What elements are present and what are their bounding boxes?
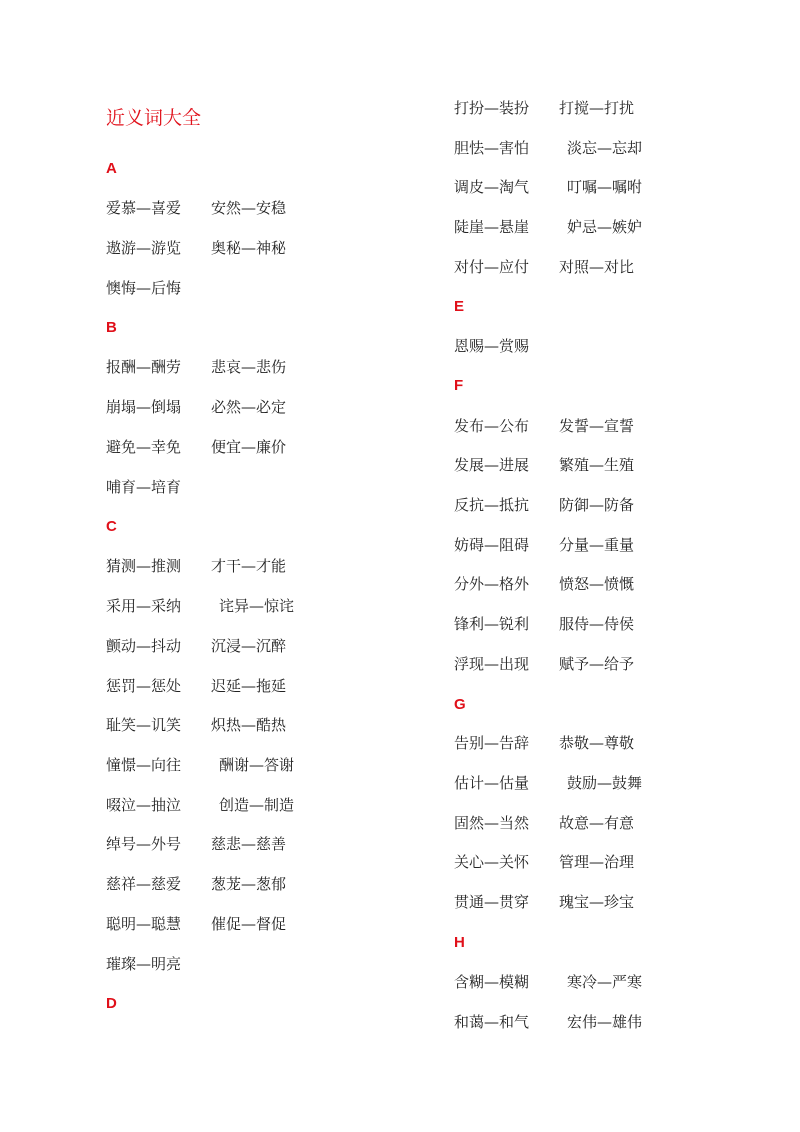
synonym-row [454, 217, 642, 237]
synonym-pair: 分量—重量 [559, 536, 635, 554]
synonym-pair: 估计—估量 [454, 774, 530, 792]
synonym-row [454, 972, 642, 992]
synonym-row [106, 556, 286, 576]
synonym-row [454, 257, 634, 277]
synonym-row [106, 198, 286, 218]
section-letter: E [454, 298, 465, 315]
synonym-row [454, 535, 634, 555]
synonym-pair: 故意—有意 [559, 814, 635, 832]
synonym-pair: 对付—应付 [454, 258, 530, 276]
synonym-pair: 寒冷—严寒 [567, 973, 643, 991]
synonym-row [106, 477, 211, 497]
synonym-row [106, 278, 211, 298]
synonym-row [454, 654, 634, 674]
synonym-pair: 爱慕—喜爱 [106, 199, 182, 217]
synonym-pair: 惩罚—惩处 [106, 677, 182, 695]
synonym-pair: 淡忘—忘却 [567, 139, 643, 157]
synonym-pair: 诧异—惊诧 [219, 597, 295, 615]
page-title: 近义词大全 [106, 107, 202, 129]
synonym-pair: 陡崖—悬崖 [454, 218, 530, 236]
synonym-pair: 叮嘱—嘱咐 [567, 178, 643, 196]
synonym-row [106, 834, 286, 854]
synonym-pair: 宏伟—雄伟 [567, 1013, 643, 1031]
synonym-row [106, 636, 286, 656]
synonym-row [106, 238, 286, 258]
synonym-row [454, 892, 634, 912]
synonym-pair: 慈祥—慈爱 [106, 875, 182, 893]
synonym-row [454, 336, 559, 356]
synonym-pair: 璀璨—明亮 [106, 955, 182, 973]
synonym-row [454, 138, 642, 158]
synonym-pair: 催促—督促 [211, 915, 287, 933]
section-letter: B [106, 319, 117, 336]
synonym-pair: 反抗—抵抗 [454, 496, 530, 514]
synonym-pair: 采用—采纳 [106, 597, 182, 615]
synonym-pair: 避免—幸免 [106, 438, 182, 456]
synonym-pair: 慈悲—慈善 [211, 835, 287, 853]
synonym-row [106, 755, 294, 775]
section-letter: F [454, 377, 464, 394]
synonym-row [454, 614, 634, 634]
synonym-row [106, 437, 286, 457]
synonym-row [106, 874, 286, 894]
synonym-row [454, 495, 634, 515]
synonym-pair: 恭敬—尊敬 [559, 734, 635, 752]
synonym-pair: 猜测—推测 [106, 557, 182, 575]
synonym-pair: 发展—进展 [454, 456, 530, 474]
synonym-row [454, 177, 642, 197]
section-letter: H [454, 934, 465, 951]
synonym-pair: 浮现—出现 [454, 655, 530, 673]
synonym-pair: 遨游—游览 [106, 239, 182, 257]
synonym-pair: 发布—公布 [454, 417, 530, 435]
synonym-pair: 必然—必定 [211, 398, 287, 416]
synonym-pair: 悲哀—悲伤 [211, 358, 287, 376]
synonym-pair: 固然—当然 [454, 814, 530, 832]
synonym-row [454, 852, 634, 872]
synonym-pair: 炽热—酷热 [211, 716, 287, 734]
synonym-pair: 愤怒—愤慨 [559, 575, 635, 593]
section-letter: G [454, 696, 466, 713]
synonym-pair: 发誓—宣誓 [559, 417, 635, 435]
synonym-pair: 防御—防备 [559, 496, 635, 514]
synonym-pair: 沉浸—沉醉 [211, 637, 287, 655]
synonym-pair: 关心—关怀 [454, 853, 530, 871]
synonym-row [454, 416, 634, 436]
synonym-pair: 和蔼—和气 [454, 1013, 530, 1031]
synonym-pair: 绰号—外号 [106, 835, 182, 853]
synonym-row [454, 733, 634, 753]
synonym-row [106, 914, 286, 934]
synonym-pair: 报酬—酬劳 [106, 358, 182, 376]
synonym-row [106, 795, 294, 815]
synonym-pair: 妒忌—嫉妒 [567, 218, 643, 236]
synonym-row [106, 676, 286, 696]
synonym-pair: 便宜—廉价 [211, 438, 287, 456]
section-letter: C [106, 518, 117, 535]
synonym-pair: 打扮—装扮 [454, 99, 530, 117]
synonym-pair: 胆怯—害怕 [454, 139, 530, 157]
synonym-row [106, 357, 286, 377]
synonym-pair: 告别—告辞 [454, 734, 530, 752]
synonym-row [106, 397, 286, 417]
synonym-pair: 繁殖—生殖 [559, 456, 635, 474]
synonym-pair: 调皮—淘气 [454, 178, 530, 196]
synonym-row [106, 954, 211, 974]
synonym-pair: 瑰宝—珍宝 [559, 893, 635, 911]
synonym-pair: 分外—格外 [454, 575, 530, 593]
synonym-pair: 妨碍—阻碍 [454, 536, 530, 554]
synonym-pair: 耻笑—讥笑 [106, 716, 182, 734]
synonym-pair: 颤动—抖动 [106, 637, 182, 655]
synonym-pair: 打搅—打扰 [559, 99, 635, 117]
synonym-pair: 憧憬—向往 [106, 756, 182, 774]
synonym-pair: 创造—制造 [219, 796, 295, 814]
synonym-row [454, 773, 642, 793]
synonym-pair: 贯通—贯穿 [454, 893, 530, 911]
synonym-pair: 迟延—拖延 [211, 677, 287, 695]
synonym-pair: 赋予—给予 [559, 655, 635, 673]
synonym-pair: 酬谢—答谢 [219, 756, 295, 774]
synonym-pair: 奥秘—神秘 [211, 239, 287, 257]
section-letter: D [106, 995, 117, 1012]
section-letter: A [106, 160, 117, 177]
synonym-pair: 恩赐—赏赐 [454, 337, 530, 355]
synonym-row [454, 813, 634, 833]
synonym-pair: 懊悔—后悔 [106, 279, 182, 297]
synonym-pair: 哺育—培育 [106, 478, 182, 496]
synonym-pair: 崩塌—倒塌 [106, 398, 182, 416]
synonym-pair: 聪明—聪慧 [106, 915, 182, 933]
synonym-row [454, 455, 634, 475]
synonym-row [106, 715, 286, 735]
synonym-pair: 管理—治理 [559, 853, 635, 871]
synonym-pair: 对照—对比 [559, 258, 635, 276]
synonym-pair: 鼓励—鼓舞 [567, 774, 643, 792]
synonym-pair: 葱茏—葱郁 [211, 875, 287, 893]
synonym-pair: 含糊—模糊 [454, 973, 530, 991]
synonym-row [106, 596, 294, 616]
synonym-pair: 锋利—锐利 [454, 615, 530, 633]
synonym-pair: 啜泣—抽泣 [106, 796, 182, 814]
synonym-row [454, 1012, 642, 1032]
synonym-pair: 安然—安稳 [211, 199, 287, 217]
synonym-pair: 服侍—侍侯 [559, 615, 635, 633]
synonym-pair: 才干—才能 [211, 557, 287, 575]
synonym-row [454, 574, 634, 594]
synonym-row [454, 98, 634, 118]
